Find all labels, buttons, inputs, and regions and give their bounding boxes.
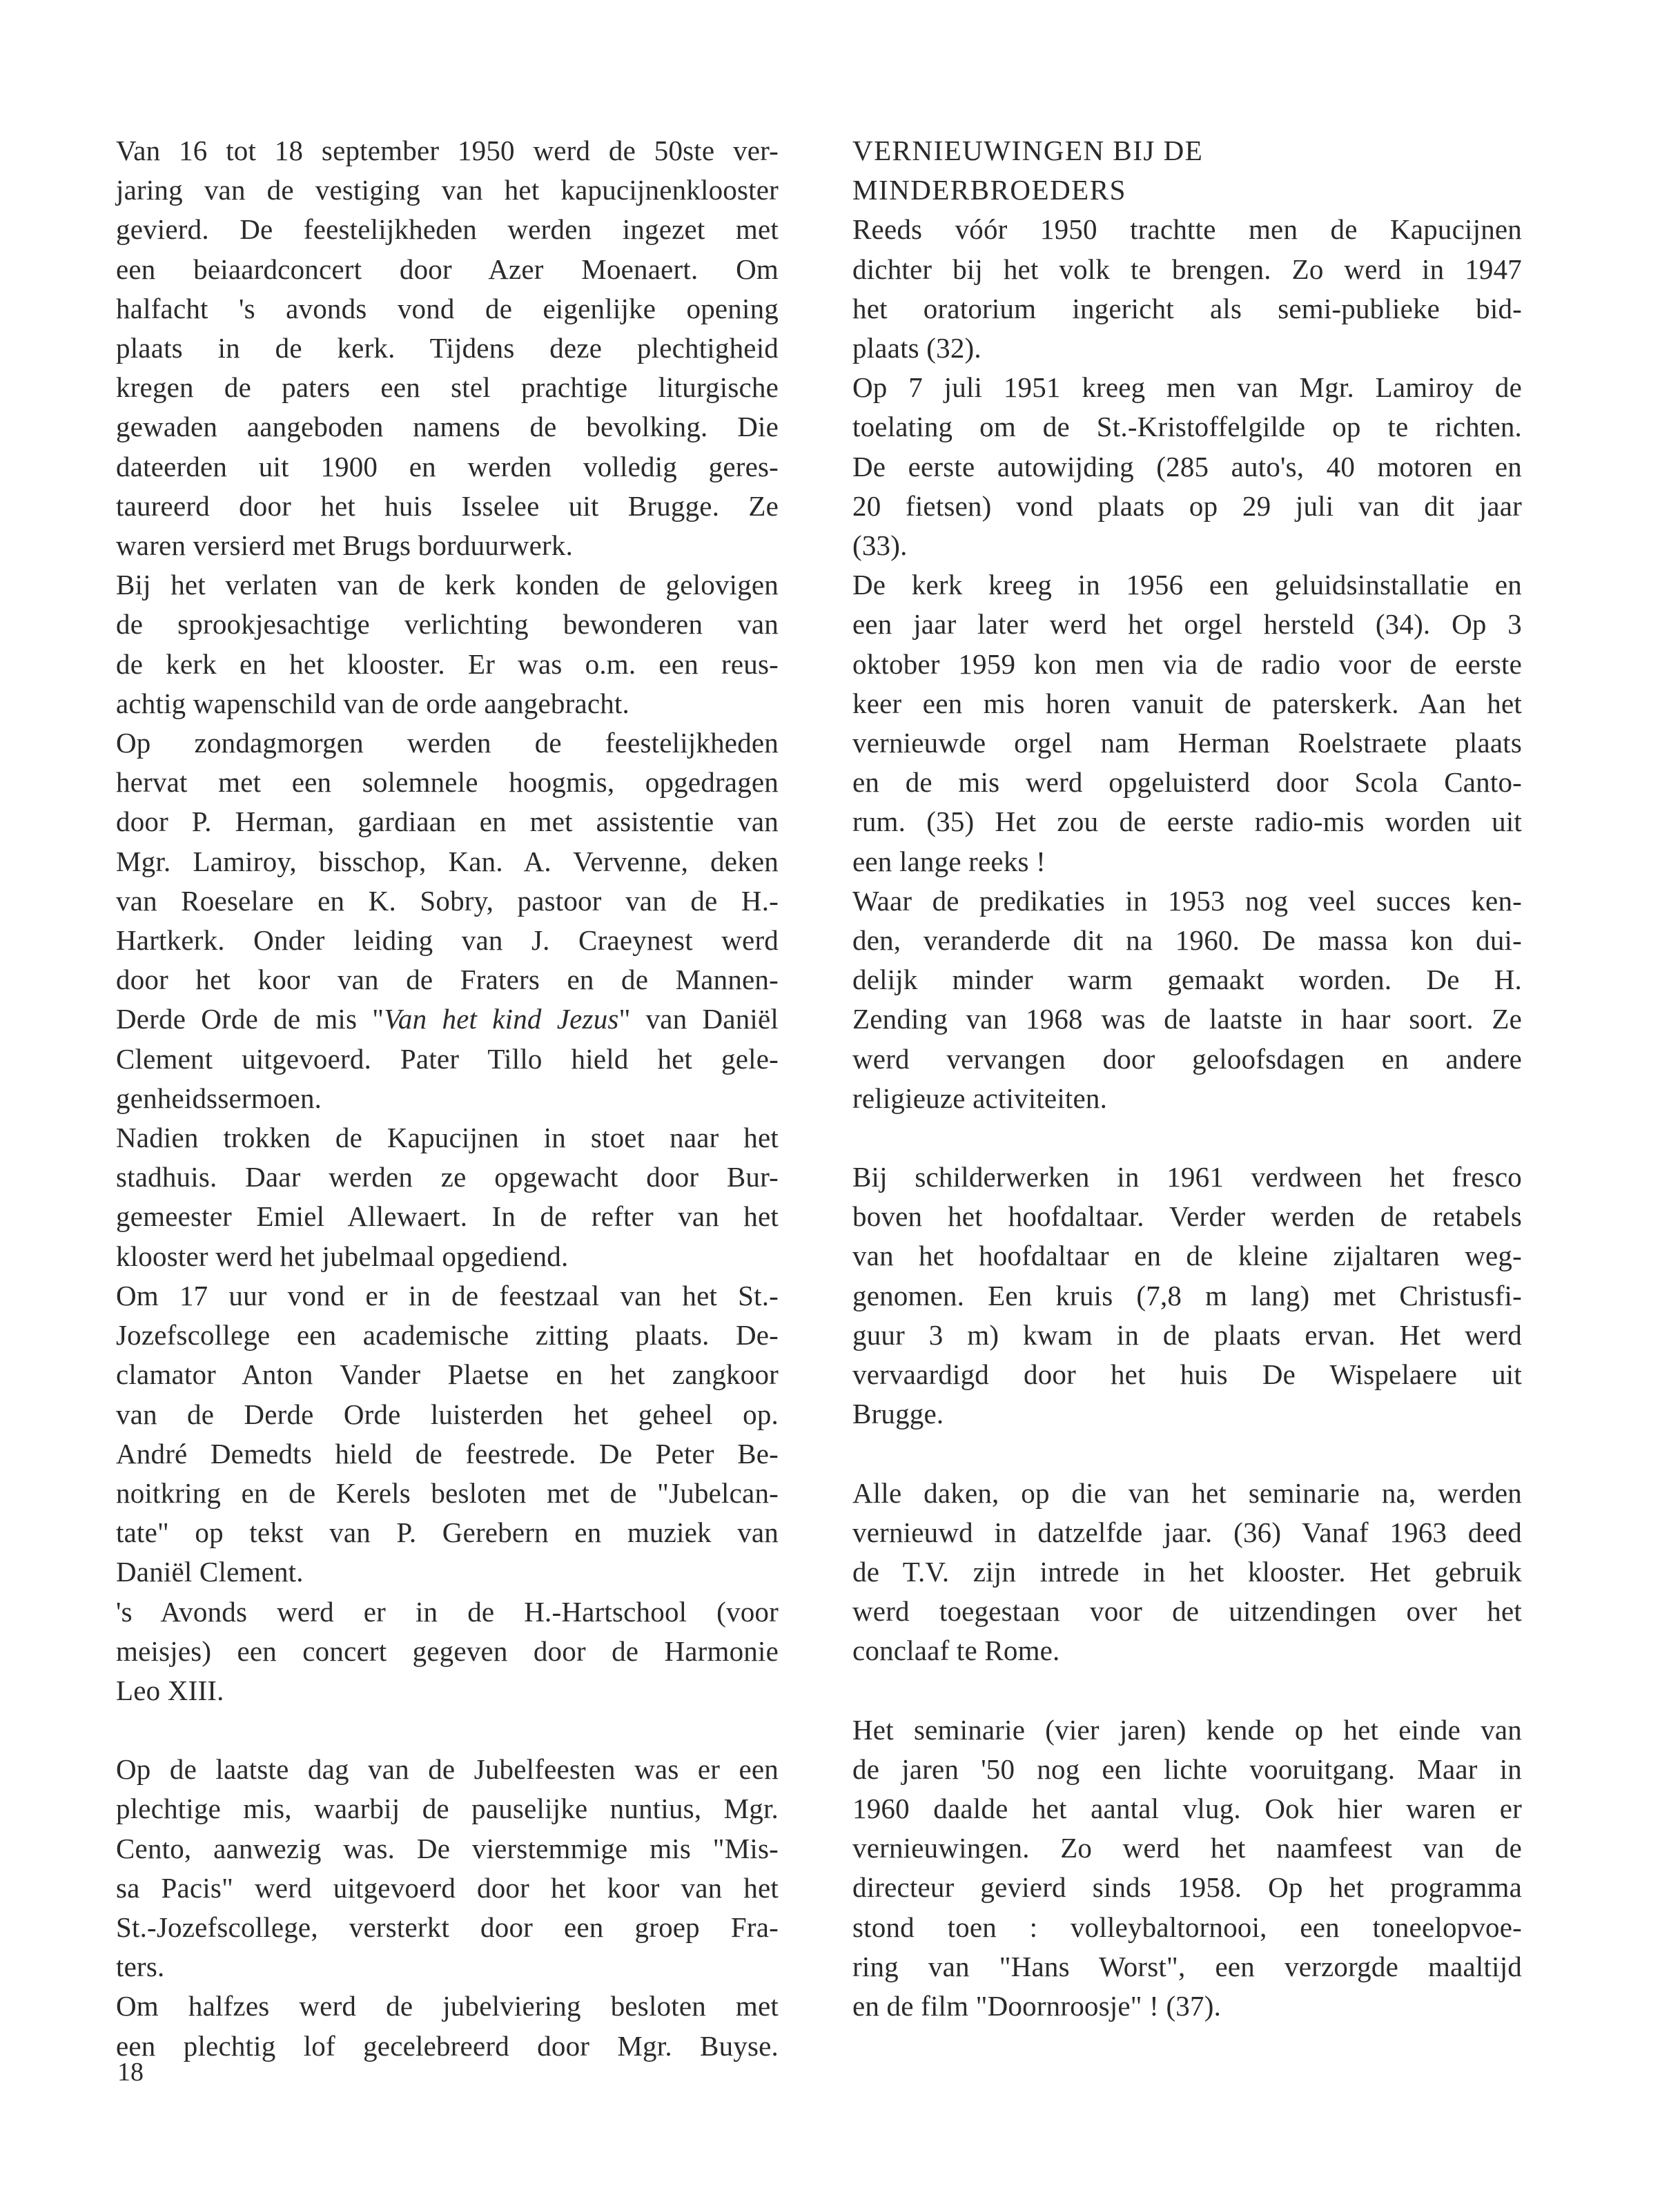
text-line: jaring van de vestiging van het kapucijnenklooster <box>116 174 779 206</box>
mass-title: Van het kind Jezus <box>384 1003 619 1035</box>
text-line: rum. (35) Het zou de eerste radio-mis worden uit <box>852 806 1522 838</box>
text-line: dichter bij het volk te brengen. Zo werd in 1947 <box>852 253 1522 285</box>
text-line: een beiaardconcert door Azer Moenaert. Om <box>116 253 779 285</box>
paragraph-gap <box>852 1671 1522 1710</box>
text-line: genomen. Een kruis (7,8 m lang) met Christusfi- <box>852 1279 1522 1311</box>
text-line: meisjes) een concert gegeven door de Harmonie <box>116 1635 779 1667</box>
text-line: Om 17 uur vond er in de feestzaal van het St.- <box>116 1279 779 1311</box>
text-line: Leo XIII. <box>116 1674 224 1706</box>
text-line: Waar de predikaties in 1953 nog veel succes ken- <box>852 884 1522 917</box>
text-line: Hartkerk. Onder leiding van J. Craeynest werd <box>116 924 779 957</box>
text-line: een lange reeks ! <box>852 845 1046 877</box>
text-line: André Demedts hield de feestrede. De Peter Be- <box>116 1437 779 1470</box>
paragraph-jubilee-opening <box>116 131 779 1710</box>
text-line: vervaardigd door het huis De Wispelaere uit <box>852 1358 1522 1391</box>
text-line: Reeds vóór 1950 trachtte men de Kapucijnen <box>852 213 1522 246</box>
text-line: door P. Herman, gardiaan en met assistentie van <box>116 806 779 838</box>
text-line: gemeester Emiel Allewaert. In de refter van het <box>116 1200 779 1233</box>
text-line: keer een mis horen vanuit de paterskerk. Aan het <box>852 687 1522 719</box>
paragraph-gap <box>852 1118 1522 1158</box>
text-line: door het koor van de Fraters en de Mannen- <box>116 964 779 996</box>
text-line: St.-Jozefscollege, versterkt door een groep Fra- <box>116 1911 779 1943</box>
text-line: vernieuwde orgel nam Herman Roelstraete plaats <box>852 727 1522 759</box>
text-line: religieuze activiteiten. <box>852 1082 1108 1114</box>
text-line: gevierd. De feestelijkheden werden ingezet met <box>116 213 779 246</box>
text-line: 's Avonds werd er in de H.-Hartschool (voor <box>116 1595 779 1628</box>
paragraph-roofs-tv <box>852 1474 1522 1671</box>
text-line: Alle daken, op die van het seminarie na, werden <box>852 1476 1522 1509</box>
text-line: conclaaf te Rome. <box>852 1635 1060 1667</box>
paragraph-gap <box>852 1434 1522 1474</box>
text-line: Om halfzes werd de jubelviering besloten met <box>116 1990 779 2022</box>
text-line: klooster werd het jubelmaal opgediend. <box>116 1240 569 1272</box>
text-line: Mgr. Lamiroy, bisschop, Kan. A. Vervenne, deken <box>116 845 779 877</box>
text-line: noitkring en de Kerels besloten met de "Jubelcan- <box>116 1476 779 1509</box>
paragraph-last-day <box>116 1750 779 2066</box>
text-line: genheidssermoen. <box>116 1082 322 1114</box>
text-line: Op de laatste dag van de Jubelfeesten was er een <box>116 1753 779 1786</box>
text-line: een jaar later werd het orgel hersteld (34). Op 3 <box>852 608 1522 641</box>
text-line: Op zondagmorgen werden de feestelijkheden <box>116 727 779 759</box>
text-line: werd vervangen door geloofsdagen en andere <box>852 1042 1522 1075</box>
text-line: (33). <box>852 529 908 562</box>
text-line: plaats in de kerk. Tijdens deze plechtigheid <box>116 332 779 364</box>
text-line: vernieuwd in datzelfde jaar. (36) Vanaf 1963 deed <box>852 1516 1522 1548</box>
text-line: De eerste autowijding (285 auto's, 40 motoren en <box>852 450 1522 482</box>
text-line: van de Derde Orde luisterden het geheel op. <box>116 1398 779 1430</box>
text-line: taureerd door het huis Isselee uit Brugge. Ze <box>116 489 779 522</box>
text-line: gewaden aangeboden namens de bevolking. Die <box>116 411 779 443</box>
text-line: 20 fietsen) vond plaats op 29 juli van dit jaar <box>852 489 1522 522</box>
text-line: van het hoofdaltaar en de kleine zijaltaren weg- <box>852 1240 1522 1272</box>
text-line: stadhuis. Daar werden ze opgewacht door Bur- <box>116 1161 779 1193</box>
text-line: plaats (32). <box>852 332 981 364</box>
text-line: Het seminarie (vier jaren) kende op het einde van <box>852 1713 1522 1746</box>
text-line: directeur gevierd sinds 1958. Op het programma <box>852 1871 1522 1904</box>
text-line: het oratorium ingericht als semi-publieke bid- <box>852 292 1522 324</box>
text-line: werd toegestaan voor de uitzendingen over het <box>852 1595 1522 1628</box>
text-line: hervat met een solemnele hoogmis, opgedragen <box>116 766 779 799</box>
text-line: Op 7 juli 1951 kreeg men van Mgr. Lamiroy de <box>852 371 1522 404</box>
paragraph-renewals <box>852 210 1522 1118</box>
section-heading: VERNIEUWINGEN BIJ DE <box>852 135 1204 166</box>
text-line: ring van "Hans Worst", een verzorgde maaltijd <box>852 1950 1522 1982</box>
text-line: van Roeselare en K. Sobry, pastoor van de H.- <box>116 884 779 917</box>
section-heading: MINDERBROEDERS <box>852 174 1126 206</box>
text-line: kregen de paters een stel prachtige liturgische <box>116 371 779 404</box>
text-fragment: Derde Orde de mis " <box>116 1003 384 1035</box>
text-line: vernieuwingen. Zo werd het naamfeest van de <box>852 1832 1522 1864</box>
text-line: een plechtig lof gecelebreerd door Mgr. Buyse. <box>116 2029 779 2062</box>
text-line: Bij het verlaten van de kerk konden de gelovigen <box>116 569 779 601</box>
text-line: de kerk en het klooster. Er was o.m. een reus- <box>116 647 779 680</box>
text-line: oktober 1959 kon men via de radio voor de eerste <box>852 647 1522 680</box>
page-number: 18 <box>117 2058 144 2087</box>
text-line: boven het hoofdaltaar. Verder werden de retabels <box>852 1200 1522 1233</box>
text-line: delijk minder warm gemaakt worden. De H. <box>852 964 1522 996</box>
text-line: Van 16 tot 18 september 1950 werd de 50ste ver- <box>116 135 779 166</box>
text-line: Bij schilderwerken in 1961 verdween het fresco <box>852 1161 1522 1193</box>
paragraph-gap <box>116 1710 779 1750</box>
text-line: en de mis werd opgeluisterd door Scola Canto- <box>852 766 1522 799</box>
text-line: guur 3 m) kwam in de plaats ervan. Het werd <box>852 1318 1522 1351</box>
text-line: en de film "Doornroosje" ! (37). <box>852 1989 1222 2022</box>
text-line: ters. <box>116 1951 165 1983</box>
text-line: Clement uitgevoerd. Pater Tillo hield het gele- <box>116 1042 779 1075</box>
text-line: achtig wapenschild van de orde aangebracht. <box>116 687 629 719</box>
left-column <box>116 131 779 2066</box>
text-line: 1960 daalde het aantal vlug. Ook hier waren er <box>852 1792 1522 1824</box>
text-line: halfacht 's avonds vond de eigenlijke opening <box>116 292 779 324</box>
text-line: plechtige mis, waarbij de pauselijke nuntius, Mgr. <box>116 1793 779 1825</box>
text-line: De kerk kreeg in 1956 een geluidsinstallatie en <box>852 569 1522 601</box>
text-line: Daniël Clement. <box>116 1556 304 1588</box>
paragraph-seminary <box>852 1710 1522 2027</box>
text-line: de jaren '50 nog een lichte vooruitgang. Maar in <box>852 1753 1522 1785</box>
text-line: sa Pacis" werd uitgevoerd door het koor van het <box>116 1871 779 1904</box>
text-line: de T.V. zijn intrede in het klooster. Het gebruik <box>852 1555 1522 1588</box>
text-line: Jozefscollege een academische zitting plaats. De- <box>116 1319 779 1352</box>
text-line: den, veranderde dit na 1960. De massa kon dui- <box>852 924 1522 957</box>
right-column <box>852 131 1522 2026</box>
text-line: tate" op tekst van P. Gerebern en muziek van <box>116 1516 779 1549</box>
paragraph-painting-works <box>852 1158 1522 1434</box>
text-line <box>116 999 779 1039</box>
text-line: clamator Anton Vander Plaetse en het zangkoor <box>116 1358 779 1391</box>
text-line: toelating om de St.-Kristoffelgilde op te richten. <box>852 411 1522 443</box>
text-line: waren versierd met Brugs borduurwerk. <box>116 529 574 562</box>
text-line: dateerden uit 1900 en werden volledig geres- <box>116 450 779 482</box>
text-line: Cento, aanwezig was. De vierstemmige mis "Mis- <box>116 1832 779 1864</box>
text-line: Nadien trokken de Kapucijnen in stoet naar het <box>116 1122 779 1154</box>
text-fragment: " van Daniël <box>618 1003 779 1035</box>
text-line: Zending van 1968 was de laatste in haar soort. Ze <box>852 1003 1522 1035</box>
text-line: Brugge. <box>852 1398 944 1430</box>
text-line: de sprookjesachtige verlichting bewonderen van <box>116 608 779 641</box>
text-line: stond toen : volleybaltornooi, een toneelopvoe- <box>852 1911 1522 1943</box>
